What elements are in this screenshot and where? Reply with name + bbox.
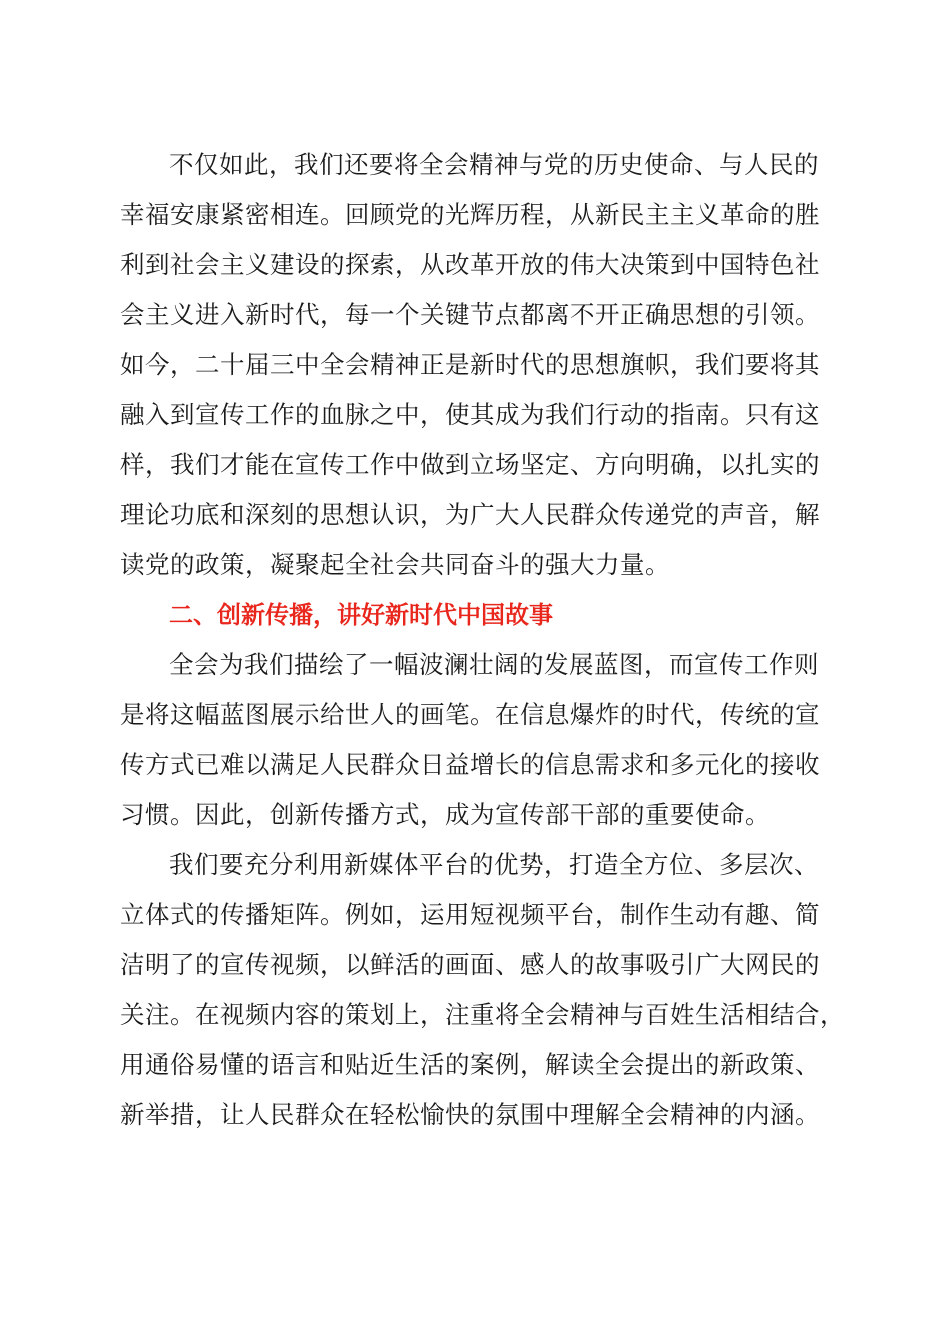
section-heading: 二、创新传播，讲好新时代中国故事 bbox=[169, 601, 553, 629]
text-line: 新举措，让人民群众在轻松愉快的氛围中理解全会精神的内涵。 bbox=[120, 1100, 820, 1129]
text-line: 传方式已难以满足人民群众日益增长的信息需求和多元化的接收 bbox=[120, 750, 820, 779]
text-line: 洁明了的宣传视频，以鲜活的画面、感人的故事吸引广大网民的 bbox=[120, 950, 820, 979]
text-line: 关注。在视频内容的策划上，注重将全会精神与百姓生活相结合， bbox=[120, 1000, 845, 1029]
text-line: 融入到宣传工作的血脉之中，使其成为我们行动的指南。只有这 bbox=[120, 400, 820, 429]
paragraph-new-media bbox=[120, 840, 845, 1140]
text-line: 样，我们才能在宣传工作中做到立场坚定、方向明确，以扎实的 bbox=[120, 450, 820, 479]
text-line: 我们要充分利用新媒体平台的优势，打造全方位、多层次、 bbox=[169, 850, 819, 879]
text-line: 是将这幅蓝图展示给世人的画笔。在信息爆炸的时代，传统的宣 bbox=[120, 700, 820, 729]
text-line: 立体式的传播矩阵。例如，运用短视频平台，制作生动有趣、简 bbox=[120, 900, 820, 929]
text-line: 如今，二十届三中全会精神正是新时代的思想旗帜，我们要将其 bbox=[120, 350, 820, 379]
text-line: 习惯。因此，创新传播方式，成为宣传部干部的重要使命。 bbox=[120, 800, 770, 829]
text-line: 幸福安康紧密相连。回顾党的光辉历程，从新民主主义革命的胜 bbox=[120, 200, 820, 229]
text-line: 理论功底和深刻的思想认识，为广大人民群众传递党的声音，解 bbox=[120, 500, 820, 529]
text-line: 利到社会主义建设的探索，从改革开放的伟大决策到中国特色社 bbox=[120, 250, 820, 279]
text-line: 用通俗易懂的语言和贴近生活的案例，解读全会提出的新政策、 bbox=[120, 1050, 820, 1079]
paragraph-blueprint bbox=[120, 640, 820, 840]
text-line: 读党的政策，凝聚起全社会共同奋斗的强大力量。 bbox=[120, 550, 670, 579]
text-line: 全会为我们描绘了一幅波澜壮阔的发展蓝图，而宣传工作则 bbox=[169, 650, 819, 679]
text-line: 不仅如此，我们还要将全会精神与党的历史使命、与人民的 bbox=[169, 150, 819, 179]
paragraph-history-mission bbox=[120, 140, 820, 590]
document-page bbox=[120, 140, 845, 1140]
text-line: 会主义进入新时代，每一个关键节点都离不开正确思想的引领。 bbox=[120, 300, 820, 329]
